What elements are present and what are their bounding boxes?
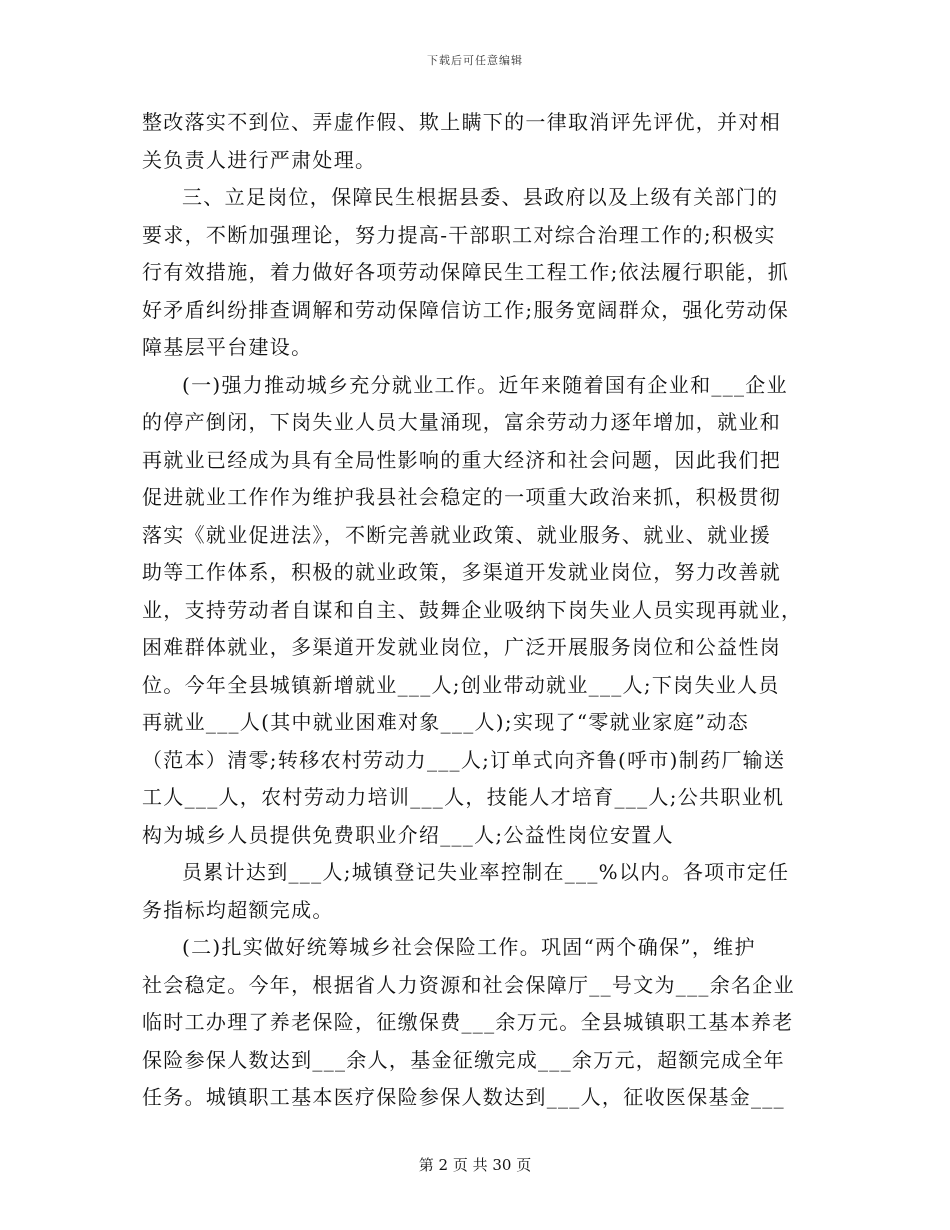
text-line: 助等工作体系，积极的就业政策，多渠道开发就业岗位，努力改善就 — [142, 560, 781, 584]
text-line: 再就业___人(其中就业困难对象___人);实现了“零就业家庭”动态 — [142, 710, 749, 734]
text-line: 务指标均超额完成。 — [142, 897, 334, 922]
text-line: 社会稳定。今年，根据省人力资源和社会保障厅__号文为___余名企业 — [142, 972, 795, 997]
text-line: 构为城乡人员提供免费职业介绍___人;公益性岗位安置人 — [142, 822, 674, 847]
text-line: (一)强力推动城乡充分就业工作。近年来随着国有企业和___企业 — [182, 372, 788, 397]
text-line: （范本）清零;转移农村劳动力___人;订单式向齐鲁(呼市)制药厂输送 — [142, 747, 786, 772]
text-line: 临时工办理了养老保险，征缴保费___余万元。全县城镇职工基本养老 — [142, 1010, 794, 1034]
page-header: 下载后可任意编辑 — [427, 54, 523, 67]
text-line: 位。今年全县城镇新增就业___人;创业带动就业___人;下岗失业人员 — [142, 672, 780, 697]
text-line: 员累计达到___人;城镇登记失业率控制在___%以内。各项市定任 — [182, 860, 790, 884]
text-line: 整改落实不到位、弄虚作假、欺上瞒下的一律取消评先评优，并对相 — [142, 110, 781, 134]
text-line: 困难群体就业，多渠道开发就业岗位，广泛开展服务岗位和公益性岗 — [142, 635, 781, 659]
text-line: 促进就业工作作为维护我县社会稳定的一项重大政治来抓，积极贯彻 — [142, 485, 781, 509]
text-line: 保险参保人数达到___余人，基金征缴完成___余万元，超额完成全年 — [142, 1047, 785, 1072]
text-line: 障基层平台建设。 — [142, 335, 313, 359]
text-line: 行有效措施，着力做好各项劳动保障民生工程工作;依法履行职能，抓 — [142, 260, 790, 284]
text-line: 再就业已经成为具有全局性影响的重大经济和社会问题，因此我们把 — [142, 447, 781, 472]
text-line: (二)扎实做好统筹城乡社会保险工作。巩固“两个确保”，维护 — [182, 935, 756, 959]
text-line: 落实《就业促进法》，不断完善就业政策、就业服务、就业、就业援 — [142, 522, 771, 547]
text-line: 好矛盾纠纷排查调解和劳动保障信访工作;服务宽阔群众，强化劳动保 — [142, 297, 790, 322]
text-line: 的停产倒闭，下岗失业人员大量涌现，富余劳动力逐年增加，就业和 — [142, 410, 781, 434]
text-line: 任务。城镇职工基本医疗保险参保人数达到___人，征收医保基金___ — [142, 1085, 785, 1109]
text-line: 关负责人进行严肃处理。 — [142, 147, 377, 172]
text-line: 工人___人，农村劳动力培训___人，技能人才培育___人;公共职业机 — [142, 785, 785, 809]
text-line: 三、立足岗位，保障民生根据县委、县政府以及上级有关部门的 — [182, 185, 779, 209]
document-body — [142, 104, 808, 1117]
page-number: 第 2 页 共 30 页 — [418, 1156, 532, 1174]
text-line: 业，支持劳动者自谋和自主、鼓舞企业吸纳下岗失业人员实现再就业， — [142, 597, 803, 622]
text-line: 要求，不断加强理论，努力提高-干部职工对综合治理工作的;积极实 — [142, 222, 776, 247]
